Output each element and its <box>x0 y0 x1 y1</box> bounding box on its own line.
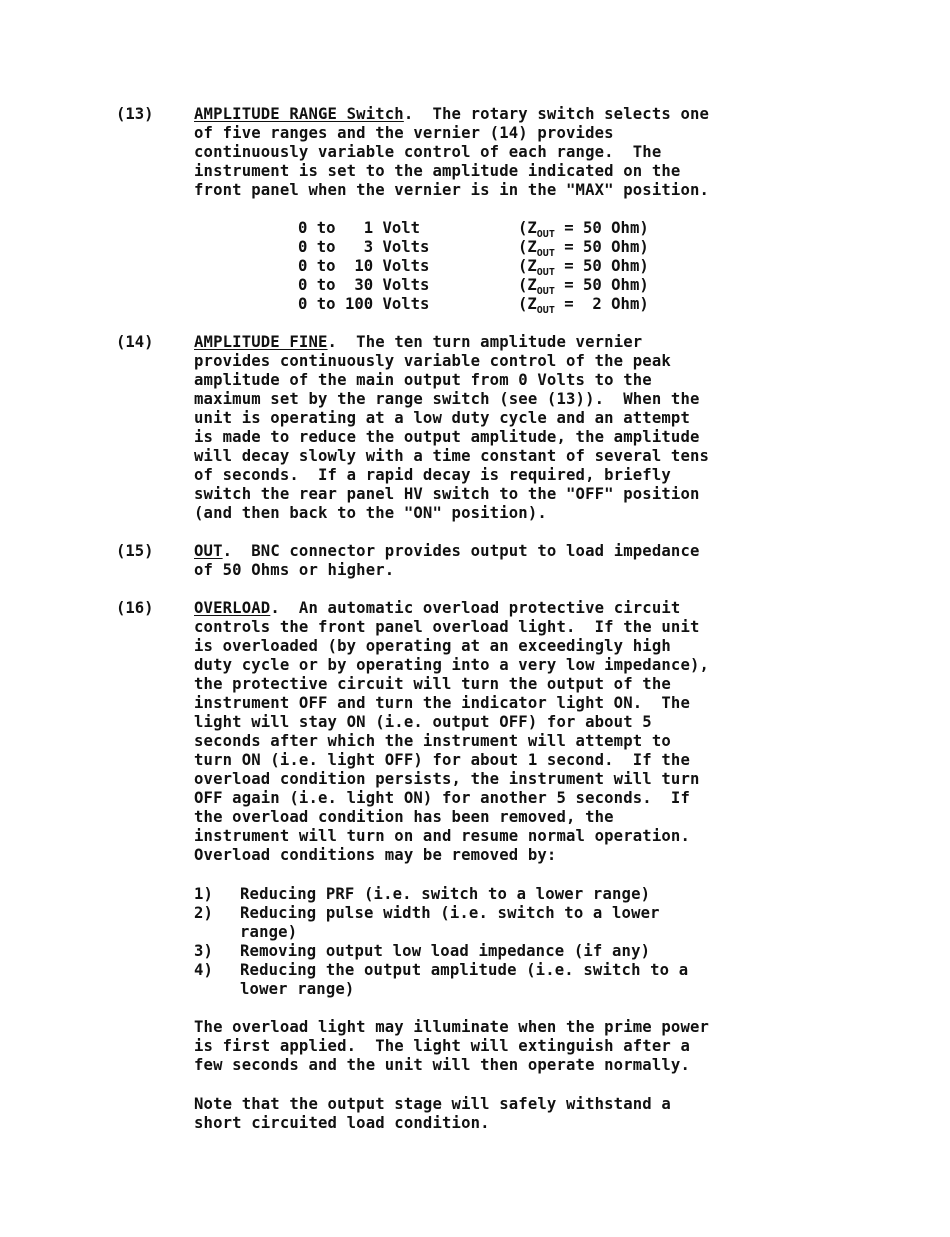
range-row <box>298 276 649 297</box>
range-value: 0 to 30 Volts <box>298 276 430 294</box>
section-14-number: (14) <box>116 333 154 351</box>
list-item-number: 4) <box>194 961 214 979</box>
section-14-line-0: . The ten turn amplitude vernier <box>327 333 643 351</box>
section-15-number: (15) <box>116 542 154 560</box>
section-13-line-0: . The rotary switch selects one <box>403 105 710 123</box>
impedance-value: ($Z_{OUT} = 50$ Ohm) <box>518 276 649 297</box>
list-item-text: lower range) <box>240 980 355 998</box>
section-14-line: switch the rear panel HV switch to the "OFF" position <box>194 485 700 503</box>
section-15-first-line <box>194 542 700 561</box>
list-item-text: Reducing PRF (i.e. switch to a lower range) <box>240 885 651 903</box>
range-row <box>298 238 649 259</box>
section-16-line: controls the front panel overload light. If the unit <box>194 618 700 636</box>
section-16-line: light will stay ON (i.e. output OFF) for about 5 <box>194 713 652 731</box>
section-13-line: front panel when the vernier is in the "MAX" position. <box>194 181 710 199</box>
section-15-line: of 50 Ohms or higher. <box>194 561 395 579</box>
section-13-heading: AMPLITUDE RANGE Switch <box>194 105 404 123</box>
section-16-line: instrument will turn on and resume normal operation. <box>194 827 690 845</box>
range-value: 0 to 1 Volt <box>298 219 430 237</box>
section-16-line: overload condition persists, the instrument will turn <box>194 770 700 788</box>
range-value: 0 to 100 Volts <box>298 295 430 313</box>
section-16-line-0: . An automatic overload protective circuit <box>270 599 681 617</box>
section-16-line: duty cycle or by operating into a very low impedance), <box>194 656 710 674</box>
section-15-heading: OUT <box>194 542 223 560</box>
list-item-number: 1) <box>194 885 214 903</box>
section-14-line: amplitude of the main output from 0 Volts to the <box>194 371 652 389</box>
section-16-line: OFF again (i.e. light ON) for another 5 seconds. If <box>194 789 690 807</box>
section-16-line: is overloaded (by operating at an exceedingly high <box>194 637 671 655</box>
list-item-text: Removing output low load impedance (if any) <box>240 942 651 960</box>
section-14-line: will decay slowly with a time constant of several tens <box>194 447 710 465</box>
section-16-heading: OVERLOAD <box>194 599 271 617</box>
section-14-line: maximum set by the range switch (see (13)). When the <box>194 390 700 408</box>
section-14-line: unit is operating at a low duty cycle and an attempt <box>194 409 690 427</box>
section-13-line: continuously variable control of each range. The <box>194 143 662 161</box>
impedance-value: ($Z_{OUT} = 2$ Ohm) <box>518 295 649 316</box>
section-13-line: of five ranges and the vernier (14) provides <box>194 124 614 142</box>
list-item-text: Reducing the output amplitude (i.e. switch to a <box>240 961 689 979</box>
impedance-value: ($Z_{OUT} = 50$ Ohm) <box>518 238 649 259</box>
section-14-heading: AMPLITUDE FINE <box>194 333 328 351</box>
section-16-line: instrument OFF and turn the indicator light ON. The <box>194 694 690 712</box>
paragraph-line: short circuited load condition. <box>194 1114 490 1132</box>
section-14-first-line <box>194 333 642 352</box>
paragraph-line: Note that the output stage will safely withstand a <box>194 1095 671 1113</box>
range-value: 0 to 3 Volts <box>298 238 430 256</box>
section-16-line: the protective circuit will turn the output of the <box>194 675 671 693</box>
section-13-first-line <box>194 105 709 124</box>
range-value: 0 to 10 Volts <box>298 257 430 275</box>
section-14-line: provides continuously variable control of the peak <box>194 352 671 370</box>
impedance-value: ($Z_{OUT} = 50$ Ohm) <box>518 219 649 240</box>
list-item-number: 2) <box>194 904 214 922</box>
section-14-line: is made to reduce the output amplitude, the amplitude <box>194 428 700 446</box>
range-row <box>298 219 649 240</box>
list-item-text: Reducing pulse width (i.e. switch to a lower <box>240 904 660 922</box>
list-item-text: range) <box>240 923 298 941</box>
section-16-line: seconds after which the instrument will attempt to <box>194 732 671 750</box>
section-13-line: instrument is set to the amplitude indicated on the <box>194 162 681 180</box>
range-row <box>298 295 649 316</box>
paragraph-line: few seconds and the unit will then operate normally. <box>194 1056 690 1074</box>
section-14-line: (and then back to the "ON" position). <box>194 504 547 522</box>
range-row <box>298 257 649 278</box>
section-13-number: (13) <box>116 105 154 123</box>
list-item-number: 3) <box>194 942 214 960</box>
section-16-line: the overload condition has been removed, the <box>194 808 614 826</box>
section-14-line: of seconds. If a rapid decay is required, briefly <box>194 466 671 484</box>
section-16-number: (16) <box>116 599 154 617</box>
section-16-line: Overload conditions may be removed by: <box>194 846 557 864</box>
impedance-value: ($Z_{OUT} = 50$ Ohm) <box>518 257 649 278</box>
section-16-first-line <box>194 599 680 618</box>
paragraph-line: The overload light may illuminate when the prime power <box>194 1018 710 1036</box>
paragraph-line: is first applied. The light will extinguish after a <box>194 1037 690 1055</box>
section-16-line: turn ON (i.e. light OFF) for about 1 second. If the <box>194 751 690 769</box>
section-15-line-0: . BNC connector provides output to load impedance <box>222 542 700 560</box>
